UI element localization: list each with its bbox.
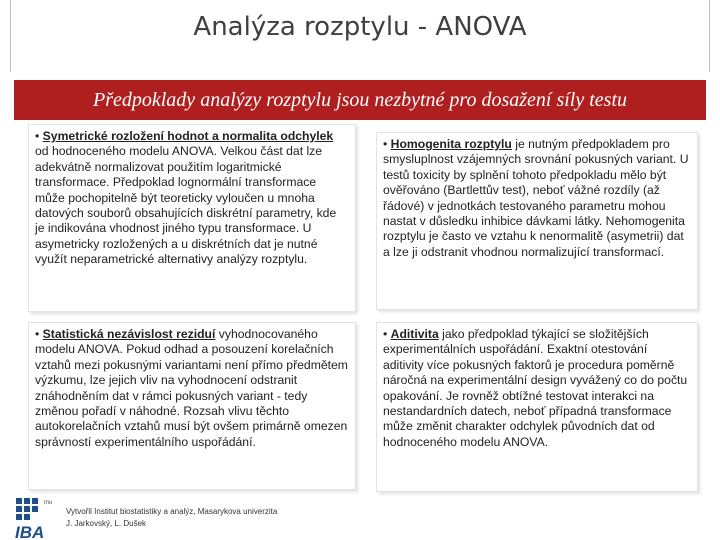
footer-credits (66, 506, 277, 530)
bullet: • (383, 137, 388, 151)
footer-line-authors: J. Jarkovský, L. Dušek (66, 519, 147, 528)
iba-logo (12, 492, 60, 540)
assumption-box-homogeneity (376, 132, 698, 310)
assumption-text: jako předpoklad týkající se složitějších experimentálních uspořádání. Exaktní otestování aditivity více pokusných faktorů je procedura poměrně náročná na experimentální design vyvážený co do počtu opakování. Je rovněž obtížné testovat interakci na nestandardních datech, neboť případná transformace může změnit charakter odchylek původních dat od hodnoceného modelu ANOVA. (383, 327, 688, 449)
page-title: Analýza rozptylu - ANOVA (193, 12, 527, 42)
footer-line-institute: Vytvořil Institut biostatistiky a analýz, Masarykova univerzita (66, 507, 278, 516)
assumption-text: je nutným předpokladem pro smysluplnost vzájemných srovnání pokusných variant. U testů toxicity by splnění tohoto předpokladu mělo být ověřováno (Bartlettův test), neboť vážné rozdíly (až řádové) v jednotkách testovaného parametru mohou nastat v důsledku inhibice dávkami látky. Nehomogenita rozptylu je často ve vztahu k nenormalitě (asymetrii) dat a lze ji odstranit vhodnou normalizující transformací. (383, 137, 689, 259)
assumptions-banner: Předpoklady analýzy rozptylu jsou nezbytné pro dosažení síly testu (14, 80, 706, 120)
bullet: • (35, 327, 40, 341)
assumption-heading: Aditivita (390, 327, 439, 341)
assumption-text: vyhodnocovaného modelu ANOVA. Pokud odhad a posouzení korelačních vztahů mezi pokusnými variantami není přímo předmětem výzkumu, lze jejich vliv na vyhodnocení odstranit znáhodněním dat v rámci pokusných variant - tedy změnou pořadí v náhodné. Rozsah vlivu těchto autokorelačních vztahů musí být ovšem primárně omezen správností experimentálního uspořádání. (35, 327, 348, 449)
assumption-heading: Homogenita rozptylu (390, 137, 512, 151)
bullet: • (383, 327, 388, 341)
bullet: • (35, 129, 40, 143)
assumption-heading: Statistická nezávislost reziduí (42, 327, 216, 341)
assumption-box-independence (28, 322, 356, 490)
logo-small-text: mu (44, 500, 53, 506)
assumption-text: od hodnoceného modelu ANOVA. Velkou část dat lze adekvátně normalizovat použitím logaritmické transformace. Předpoklad lognormální transformace může pochopitelně být teoreticky vyloučen u mnoha datových souborů obsahujících diskrétní parametry, kde je indikována vhodnost jiného typu transformace. U asymetricky rozložených a u diskrétních dat je nutné využít neparametrické alternativy analýzy rozptylu. (35, 144, 337, 267)
assumption-heading: Symetrické rozložení hodnot a normalita odchylek (42, 129, 334, 143)
assumption-box-additivity (376, 322, 698, 492)
logo-text: IBA (15, 523, 45, 540)
assumption-box-symmetry (28, 124, 356, 312)
